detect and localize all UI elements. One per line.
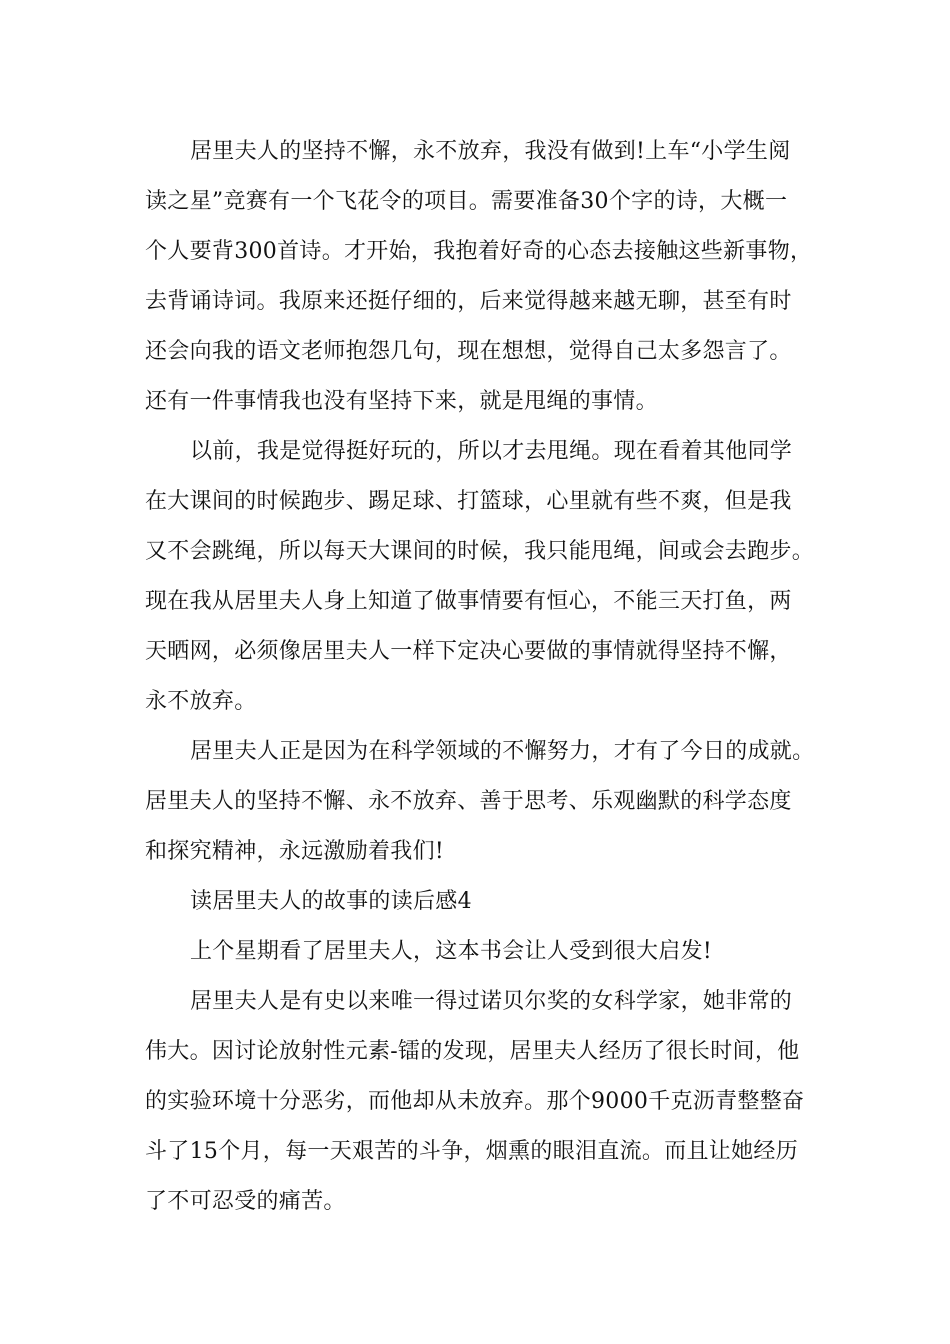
text-line: 居里夫人的坚持不懈，永不放弃，我没有做到!上车“小学生阅: [190, 139, 791, 164]
text-line: 还会向我的语文老师抱怨几句，现在想想，觉得自己太多怨言了。: [145, 339, 792, 364]
text-line: 居里夫人的坚持不懈、永不放弃、善于思考、乐观幽默的科学态度: [145, 789, 792, 814]
text-line: 伟大。因讨论放射性元素-镭的发现，居里夫人经历了很长时间，他: [145, 1039, 800, 1064]
text-line: 又不会跳绳，所以每天大课间的时候，我只能甩绳，间或会去跑步。: [145, 539, 815, 564]
text-line: 去背诵诗词。我原来还挺仔细的，后来觉得越来越无聊，甚至有时: [145, 289, 792, 314]
text-line: 上个星期看了居里夫人，这本书会让人受到很大启发!: [190, 939, 713, 964]
section-heading: 读居里夫人的故事的读后感4: [190, 889, 472, 914]
text-line: 以前，我是觉得挺好玩的，所以才去甩绳。现在看着其他同学: [190, 439, 793, 464]
text-line: 个人要背300首诗。才开始，我抱着好奇的心态去接触这些新事物，: [145, 239, 813, 264]
text-line: 读之星”竞赛有一个飞花令的项目。需要准备30个字的诗，大概一: [145, 189, 788, 214]
text-line: 的实验环境十分恶劣，而他却从未放弃。那个9000千克沥青整整奋: [145, 1089, 805, 1114]
text-line: 和探究精神，永远激励着我们!: [145, 839, 445, 864]
text-line: 现在我从居里夫人身上知道了做事情要有恒心，不能三天打鱼，两: [145, 589, 792, 614]
text-line: 天晒网，必须像居里夫人一样下定决心要做的事情就得坚持不懈，: [145, 639, 792, 664]
text-line: 居里夫人是有史以来唯一得过诺贝尔奖的女科学家，她非常的: [190, 989, 793, 1014]
text-line: 永不放弃。: [145, 689, 257, 714]
text-line: 了不可忍受的痛苦。: [145, 1189, 346, 1214]
text-line: 还有一件事情我也没有坚持下来，就是甩绳的事情。: [145, 389, 658, 414]
text-line: 斗了15个月，每一天艰苦的斗争，烟熏的眼泪直流。而且让她经历: [145, 1139, 798, 1164]
text-line: 居里夫人正是因为在科学领域的不懈努力，才有了今日的成就。: [190, 739, 815, 764]
text-line: 在大课间的时候跑步、踢足球、打篮球，心里就有些不爽，但是我: [145, 489, 792, 514]
